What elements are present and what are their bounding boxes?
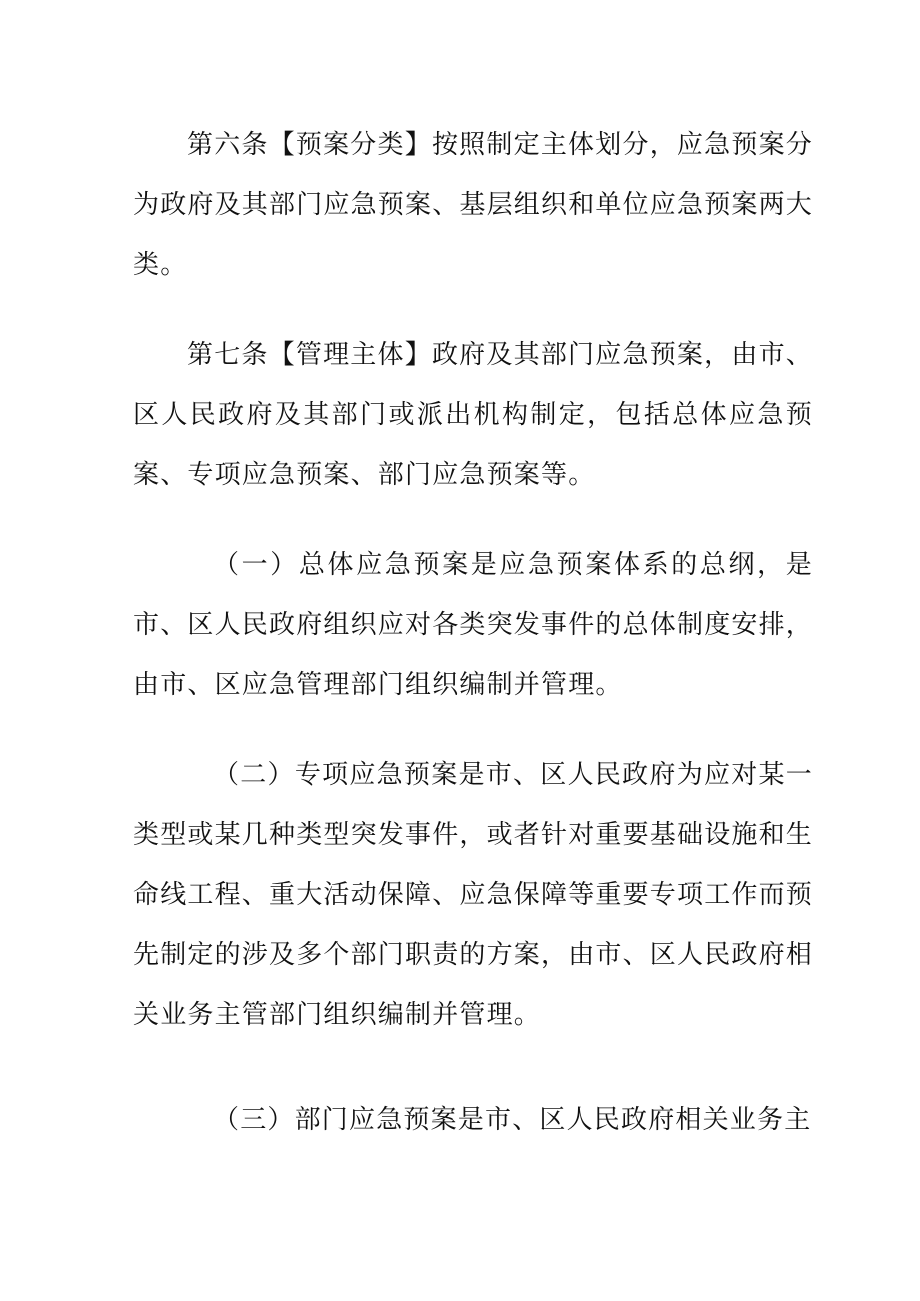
item-1-paragraph: （一）总体应急预案是应急预案体系的总纲，是市、区人民政府组织应对各类突发事件的总体制度安排，由市、区应急管理部门组织编制并管理。 [133, 550, 814, 700]
item-2-paragraph: （二）专项应急预案是市、区人民政府为应对某一类型或某几种类型突发事件，或者针对重要基础设施和生命线工程、重大活动保障、应急保障等重要专项工作而预先制定的涉及多个部门职责的方案，由市、区人民政府相关业务主管部门组织编制并管理。 [133, 760, 814, 1030]
article-7-paragraph: 第七条【管理主体】政府及其部门应急预案，由市、区人民政府及其部门或派出机构制定，包括总体应急预案、专项应急预案、部门应急预案等。 [133, 340, 813, 490]
article-6-paragraph: 第六条【预案分类】按照制定主体划分，应急预案分为政府及其部门应急预案、基层组织和单位应急预案两大类。 [133, 130, 814, 280]
item-3-paragraph: （三）部门应急预案是市、区人民政府相关业务主 [213, 1105, 812, 1135]
